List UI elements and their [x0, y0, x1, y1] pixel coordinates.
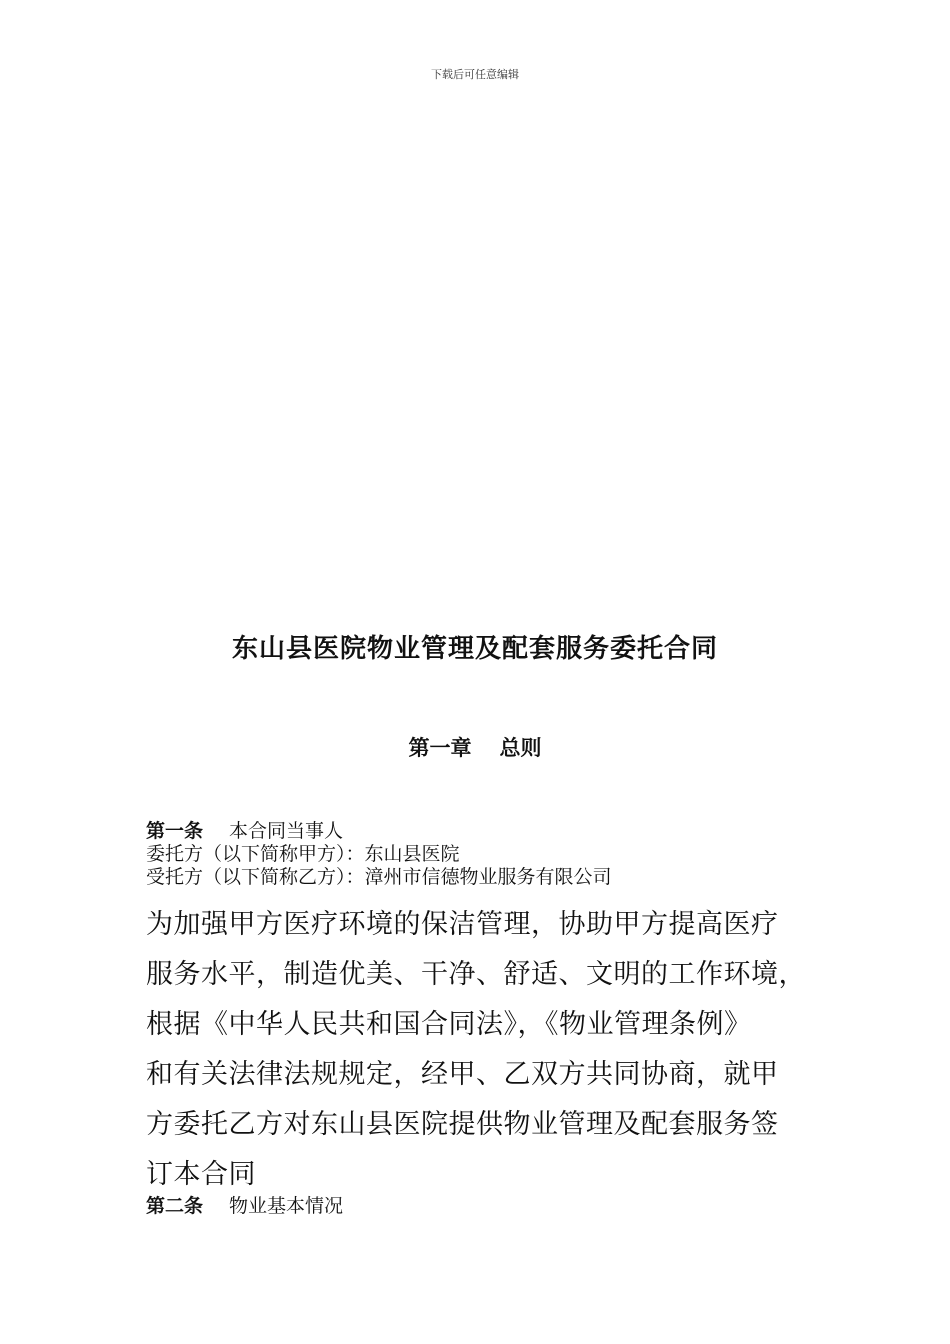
article-2-title: 物业基本情况: [229, 1195, 344, 1217]
article-2-label: 第二条: [146, 1195, 204, 1217]
body-line: 和有关法律法规规定，经甲、乙双方共同协商，就甲: [146, 1059, 779, 1090]
body-line: 根据《中华人民共和国合同法》，《物业管理条例》: [146, 1009, 752, 1040]
article-1-body: [146, 900, 836, 1200]
body-line: 订本合同: [146, 1159, 256, 1190]
chapter-heading: [0, 732, 950, 762]
document-title: 东山县医院物业管理及配套服务委托合同: [231, 634, 718, 664]
article-1-title: 本合同当事人: [229, 820, 344, 842]
article-1-label: 第一条: [146, 820, 204, 842]
article-1-heading: [146, 820, 846, 843]
chapter-number: 第一章: [408, 735, 472, 760]
article-1-block: [146, 820, 846, 889]
body-line: 为加强甲方医疗环境的保洁管理，协助甲方提高医疗: [146, 909, 779, 940]
party-b-line: 受托方（以下简称乙方）：漳州市信德物业服务有限公司: [146, 866, 612, 888]
article-2-heading: [146, 1195, 343, 1218]
body-line: 方委托乙方对东山县医院提供物业管理及配套服务签: [146, 1109, 779, 1140]
body-line: 服务水平，制造优美、干净、舒适、文明的工作环境，: [146, 959, 806, 990]
page-header-note: 下载后可任意编辑: [431, 68, 519, 81]
party-a-line: 委托方（以下简称甲方）：东山县医院: [146, 843, 460, 865]
chapter-name: 总则: [499, 735, 542, 760]
